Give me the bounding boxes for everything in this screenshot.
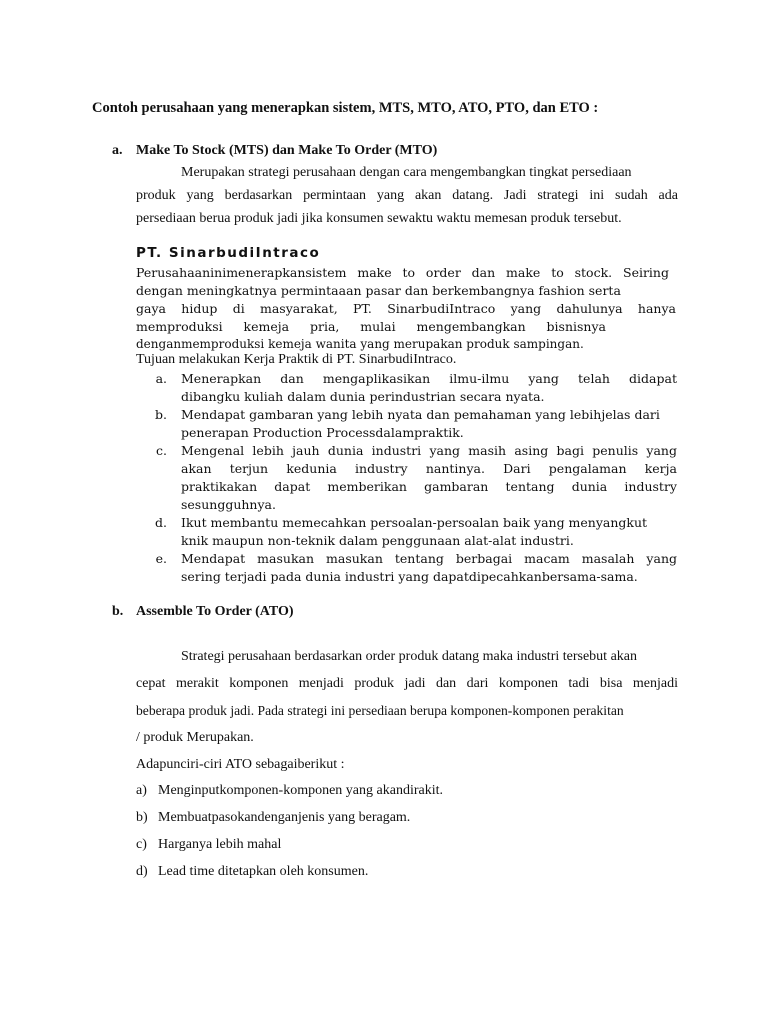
section-a-paragraph-line: persediaan berua produk jadi jika konsumen sewaktu waktu memesan produk tersebut. xyxy=(136,211,622,226)
purpose-line: akan terjun kedunia industry nantinya. Dari pengalaman kerja xyxy=(181,461,677,476)
feature-item: Lead time ditetapkan oleh konsumen. xyxy=(158,864,369,879)
purpose-line: Ikut membantu memecahkan persoalan-persoalan baik yang menyangkut xyxy=(181,515,648,530)
purpose-line: Mengenal lebih jauh dunia industri yang masih asing bagi penulis yang xyxy=(181,443,677,458)
purpose-line: dibangku kuliah dalam dunia perindustrian secara nyata. xyxy=(181,389,545,404)
purpose-line: Mendapat gambaran yang lebih nyata dan pemahaman yang lebihjelas dari xyxy=(181,407,660,422)
purpose-line: Menerapkan dan mengaplikasikan ilmu-ilmu yang telah didapat xyxy=(181,371,677,386)
section-b-paragraph-line: / produk Merupakan. xyxy=(136,730,254,745)
features-intro: Adapunciri-ciri ATO sebagaiberikut : xyxy=(136,757,345,772)
purpose-marker: d. xyxy=(155,515,167,530)
section-a-paragraph-line: Merupakan strategi perusahaan dengan cara mengembangkan tingkat persediaan xyxy=(181,165,632,180)
purpose-line: penerapan Production Processdalampraktik. xyxy=(181,425,464,440)
purpose-line: sering terjadi pada dunia industri yang dapatdipecahkanbersama-sama. xyxy=(181,569,638,584)
company-line: gaya hidup di masyarakat, PT. SinarbudiIntraco yang dahulunya hanya xyxy=(136,301,676,316)
company-line: Perusahaaninimenerapkansistem make to order dan make to stock. Seiring xyxy=(136,265,669,280)
section-b-label: b. xyxy=(112,604,124,619)
feature-marker: c) xyxy=(136,837,147,852)
purpose-line: knik maupun non-teknik dalam penggunaan alat-alat industri. xyxy=(181,533,574,548)
purpose-intro: Tujuan melakukan Kerja Praktik di PT. SinarbudiIntraco. xyxy=(136,352,457,367)
purpose-marker: e. xyxy=(155,551,167,566)
purpose-marker: b. xyxy=(155,407,167,422)
company-line: denganmemproduksi kemeja wanita yang merupakan produk sampingan. xyxy=(136,337,584,351)
section-b-paragraph-line: beberapa produk jadi. Pada strategi ini persediaan berupa komponen-komponen perakitan xyxy=(136,703,624,718)
feature-marker: b) xyxy=(136,810,148,825)
feature-item: Menginputkomponen-komponen yang akandirakit. xyxy=(158,783,443,798)
feature-marker: d) xyxy=(136,864,148,879)
company-line: dengan meningkatnya permintaaan pasar dan berkembangnya fashion serta xyxy=(136,283,621,298)
company-line: memproduksi kemeja pria, mulai mengembangkan bisnisnya xyxy=(136,319,606,334)
feature-item: Harganya lebih mahal xyxy=(158,837,282,852)
feature-marker: a) xyxy=(136,783,147,798)
purpose-marker: c. xyxy=(156,443,167,458)
purpose-marker: a. xyxy=(155,371,167,386)
section-b-paragraph-line: cepat merakit komponen menjadi produk jadi dan dari komponen tadi bisa menjadi xyxy=(136,676,678,691)
purpose-line: praktikakan dapat memberikan gambaran tentang dunia industry xyxy=(181,479,677,494)
feature-item: Membuatpasokandenganjenis yang beragam. xyxy=(158,810,411,825)
purpose-line: sesungguhnya. xyxy=(181,497,276,512)
section-b-paragraph-line: Strategi perusahaan berdasarkan order produk datang maka industri tersebut akan xyxy=(181,649,637,664)
section-b-heading: Assemble To Order (ATO) xyxy=(136,604,294,619)
page-title: Contoh perusahaan yang menerapkan sistem, MTS, MTO, ATO, PTO, dan ETO : xyxy=(92,100,599,116)
section-a-label: a. xyxy=(112,143,123,158)
company-heading: PT. SinarbudiIntraco xyxy=(136,245,321,261)
purpose-line: Mendapat masukan masukan tentang berbagai macam masalah yang xyxy=(181,551,677,566)
section-a-heading: Make To Stock (MTS) dan Make To Order (MTO) xyxy=(136,143,438,158)
section-a-paragraph-line: produk yang berdasarkan permintaan yang akan datang. Jadi strategi ini sudah ada xyxy=(136,188,678,203)
